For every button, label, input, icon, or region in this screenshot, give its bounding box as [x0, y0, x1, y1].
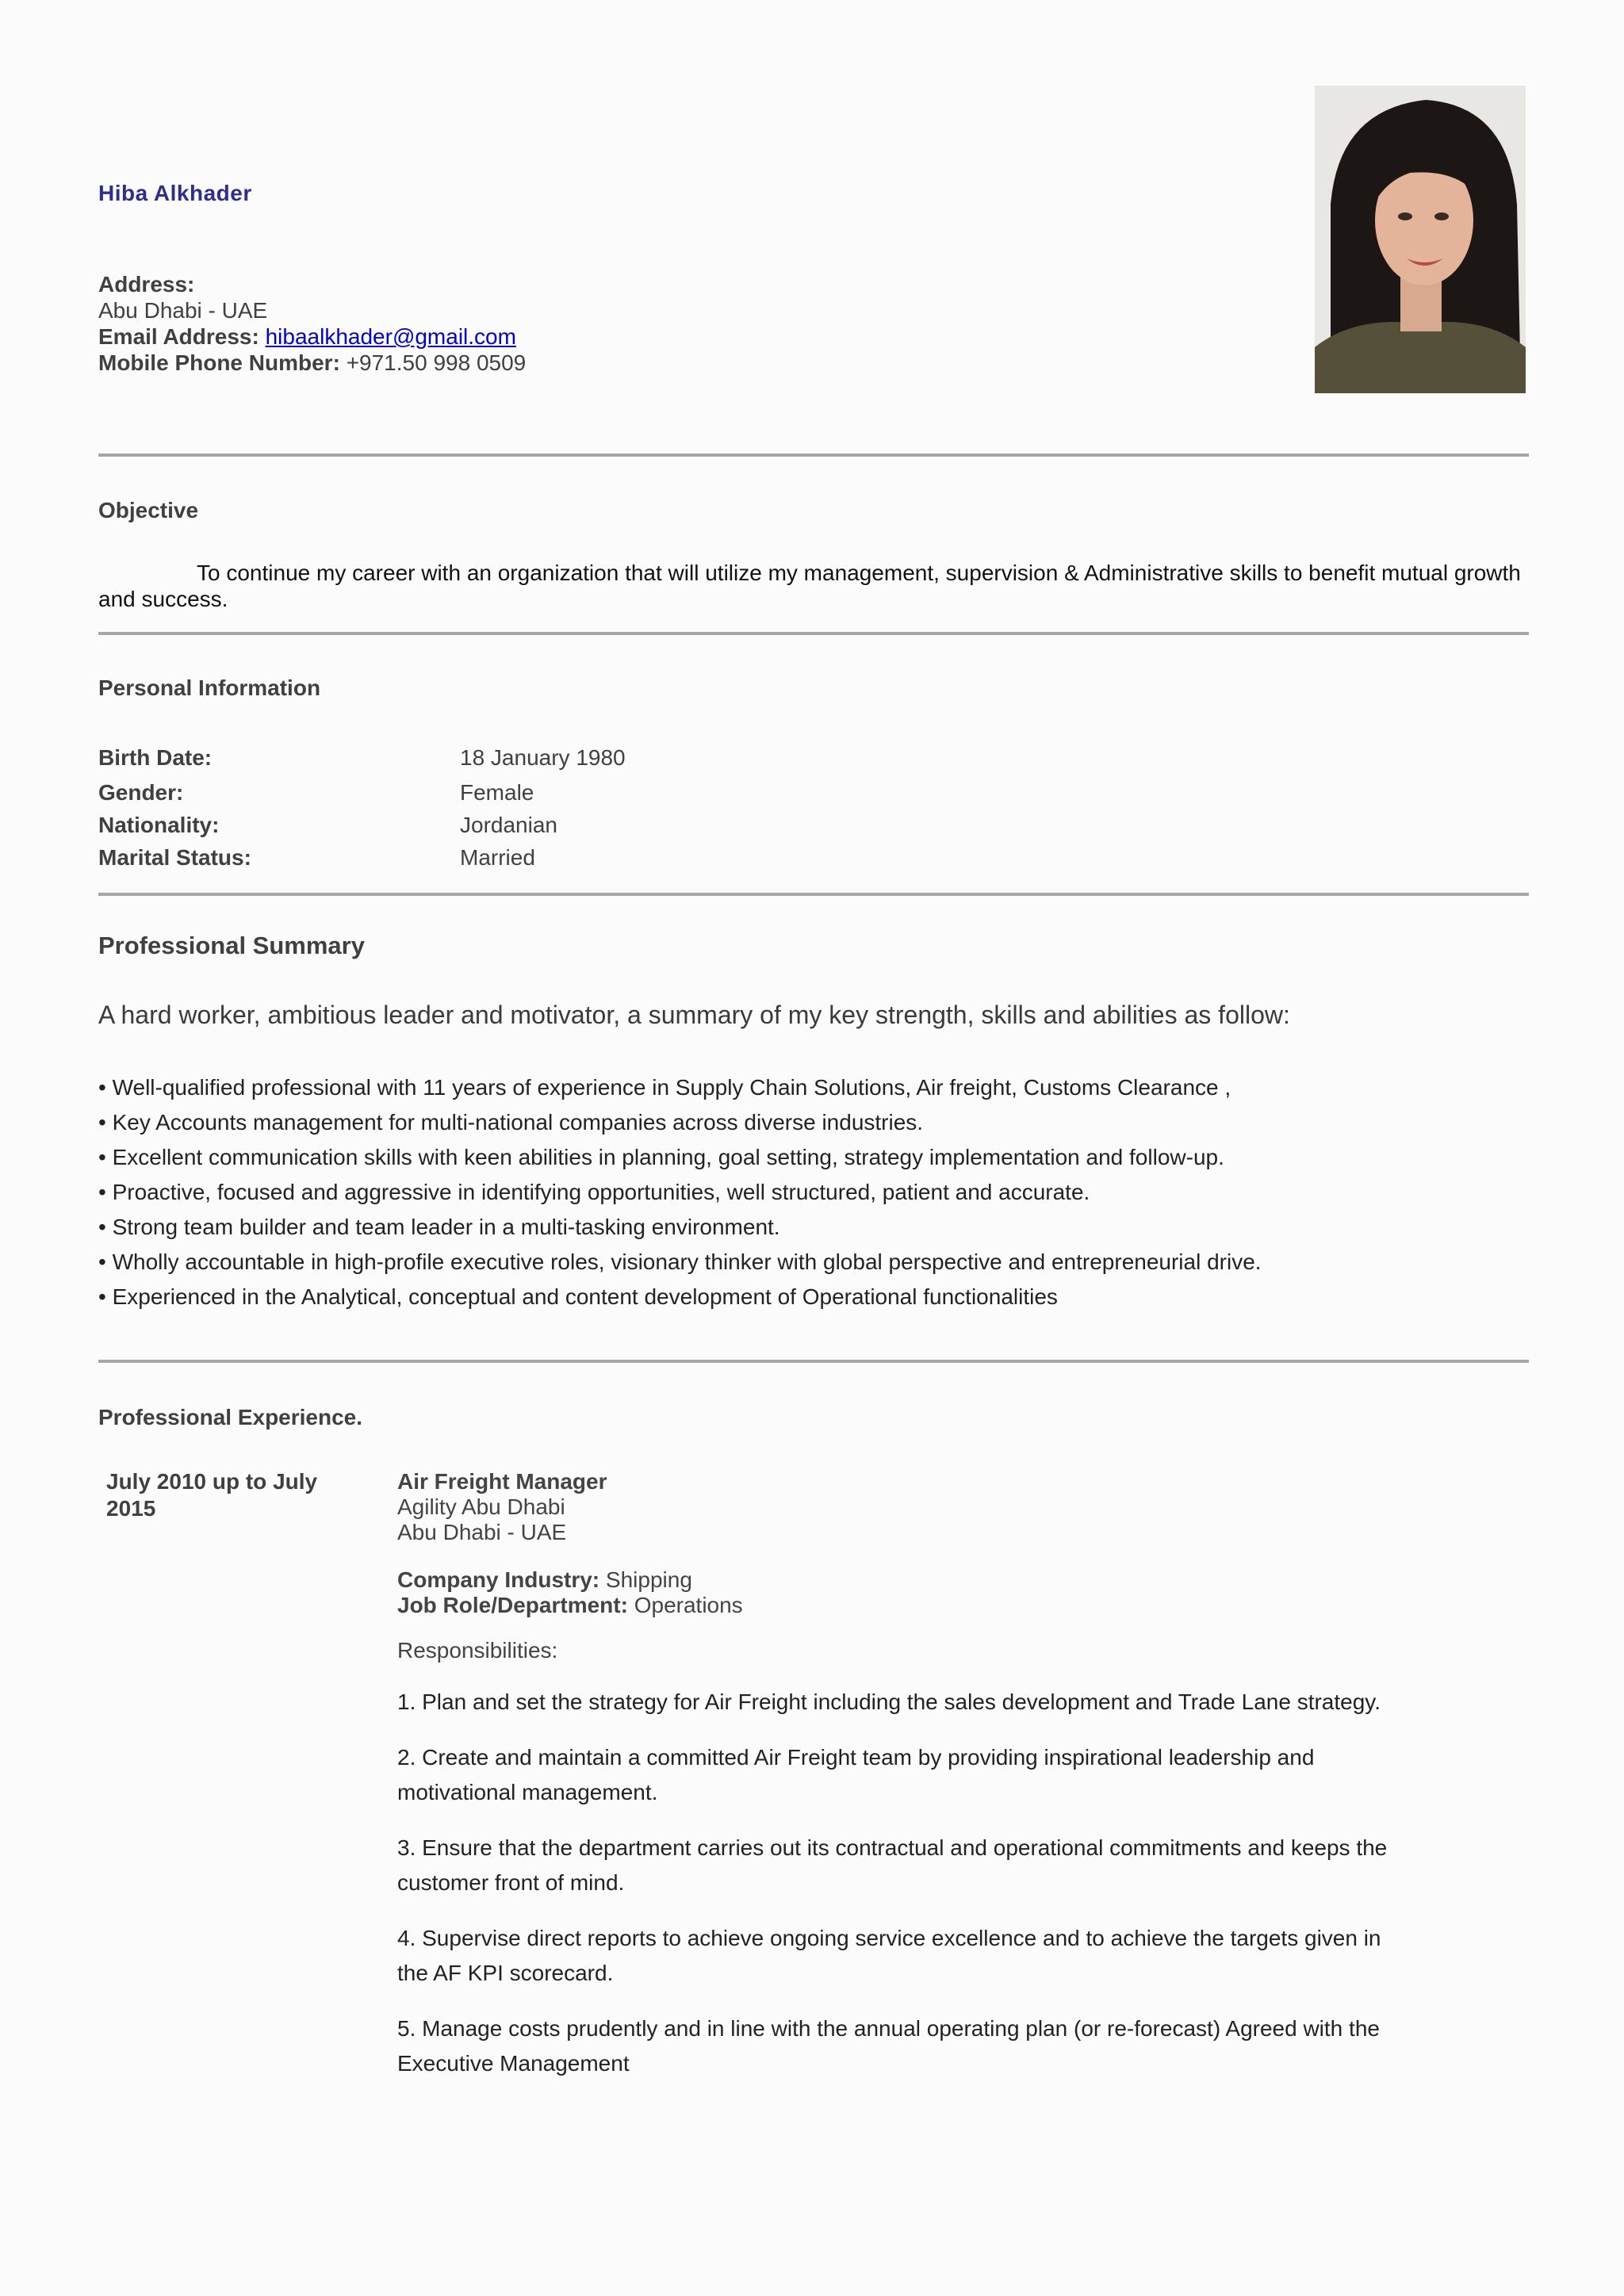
profile-photo — [1315, 86, 1526, 393]
job-location: Abu Dhabi - UAE — [397, 1520, 567, 1544]
responsibility-item: 1. Plan and set the strategy for Air Freight including the sales development and Trade Lane strategy. — [397, 1689, 1381, 1714]
list-item: • Experienced in the Analytical, conceptual and content development of Operational functionalities — [98, 1284, 1058, 1309]
list-item: • Wholly accountable in high-profile executive roles, visionary thinker with global perspective and entrepreneurial drive. — [98, 1249, 1262, 1274]
job-details — [397, 1468, 1388, 2081]
contact-block — [98, 271, 526, 376]
responsibility-item: 3. Ensure that the department carries out its contractual and operational commitments and keeps the customer front of mind. — [397, 1835, 1388, 1895]
experience-heading: Professional Experience. — [98, 1405, 363, 1429]
candidate-name: Hiba Alkhader — [98, 181, 252, 205]
company-name: Agility Abu Dhabi — [397, 1494, 565, 1519]
list-item: • Key Accounts management for multi-national companies across diverse industries. — [98, 1110, 924, 1135]
summary-intro: A hard worker, ambitious leader and motivator, a summary of my key strength, skills and abilities as follow: — [98, 1001, 1290, 1029]
birth-date-label: Birth Date: — [98, 745, 213, 770]
list-item: • Strong team builder and team leader in a multi-tasking environment. — [98, 1215, 780, 1239]
address-value: Abu Dhabi - UAE — [98, 298, 268, 323]
job-title: Air Freight Manager — [397, 1469, 607, 1494]
role-value: Operations — [634, 1593, 743, 1617]
summary-bullet-list — [98, 1070, 1262, 1314]
address-label: Address: — [98, 272, 195, 297]
marital-status-label: Marital Status: — [98, 845, 251, 870]
nationality-value: Jordanian — [460, 813, 557, 837]
divider — [98, 1360, 1529, 1363]
email-label: Email Address: — [98, 324, 259, 349]
objective-text: To continue my career with an organization that will utilize my management, supervision & Administrative skills to benefit mutual growth and success. — [98, 561, 1521, 611]
gender-value: Female — [460, 780, 534, 805]
list-item: • Well-qualified professional with 11 years of experience in Supply Chain Solutions, Air freight, Customs Clearance , — [98, 1075, 1231, 1100]
list-item: • Excellent communication skills with keen abilities in planning, goal setting, strategy implementation and follow-up. — [98, 1145, 1224, 1169]
responsibility-item: 5. Manage costs prudently and in line with the annual operating plan (or re-forecast) Agreed with the Executive Management — [397, 2016, 1380, 2076]
personal-info-heading: Personal Information — [98, 675, 321, 700]
marital-status-value: Married — [460, 845, 535, 870]
industry-label: Company Industry: — [397, 1567, 600, 1592]
divider — [98, 632, 1529, 635]
birth-date-value: 18 January 1980 — [460, 745, 626, 770]
summary-heading: Professional Summary — [98, 932, 365, 959]
phone-value: +971.50 998 0509 — [346, 350, 527, 375]
role-label: Job Role/Department: — [397, 1593, 628, 1617]
responsibility-item: 4. Supervise direct reports to achieve ongoing service excellence and to achieve the targets given in the AF KPI scorecard. — [397, 1926, 1381, 1985]
responsibilities-label: Responsibilities: — [397, 1638, 558, 1663]
gender-label: Gender: — [98, 780, 184, 805]
job-date-range: July 2010 up to July 2015 — [106, 1469, 318, 1521]
nationality-label: Nationality: — [98, 813, 220, 837]
objective-heading: Objective — [98, 498, 199, 522]
divider — [98, 893, 1529, 896]
list-item: • Proactive, focused and aggressive in identifying opportunities, well structured, patient and accurate. — [98, 1180, 1090, 1204]
divider — [98, 453, 1529, 457]
industry-value: Shipping — [605, 1567, 692, 1592]
responsibility-item: 2. Create and maintain a committed Air Freight team by providing inspirational leadership and motivational management. — [397, 1745, 1315, 1804]
phone-label: Mobile Phone Number: — [98, 350, 340, 375]
email-link[interactable]: hibaalkhader@gmail.com — [265, 324, 516, 349]
